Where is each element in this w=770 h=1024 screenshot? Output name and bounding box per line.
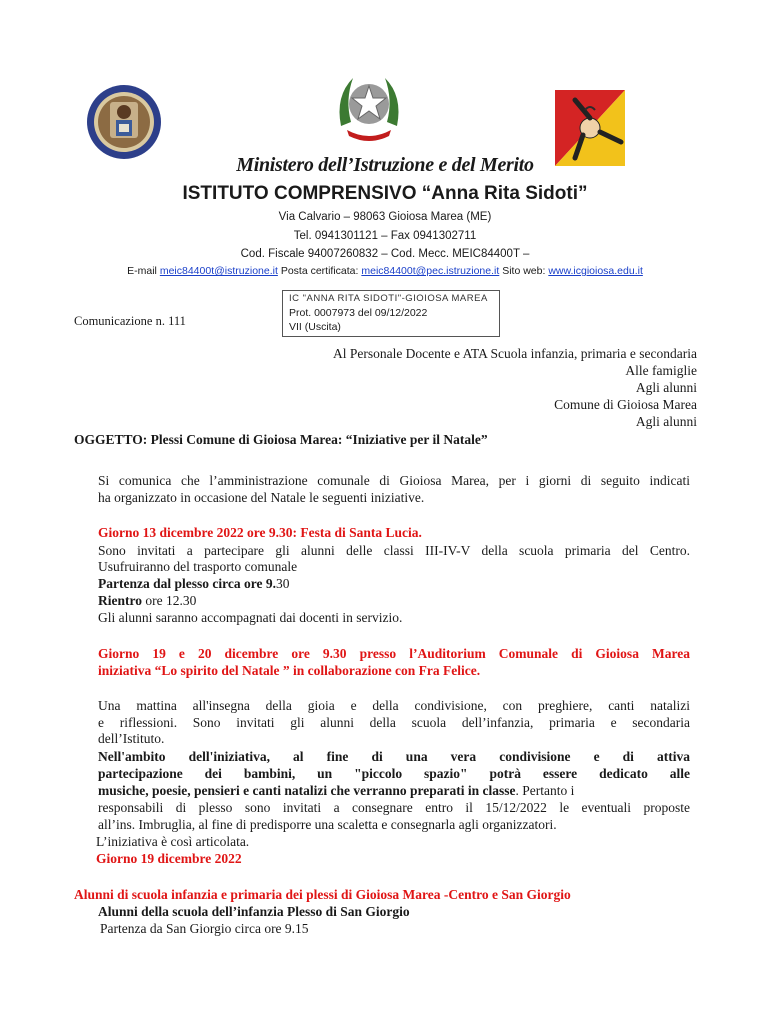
recipient-staff: Al Personale Docente e ATA Scuola infanzia, primaria e secondaria (332, 346, 697, 361)
protocol-stamp (282, 290, 500, 337)
pec-link[interactable]: meic84400t@pec.istruzione.it (361, 265, 500, 277)
event2-bold-3-text: musiche, poesie, pensieri e canti natalizi che verranno preparati in classe (98, 783, 516, 798)
website-link[interactable]: www.icgioiosa.edu.it (548, 265, 643, 277)
event1-invite-2: Usufruiranno del trasporto comunale (98, 559, 298, 574)
intro-line-2: ha organizzato in occasione del Natale le seguenti iniziative. (98, 490, 425, 505)
event2-bold-2: partecipazione dei bambini, un "piccolo spazio" potrà essere dedicato alle (98, 766, 690, 781)
event2-bold-3 (98, 783, 690, 800)
stamp-protocol: Prot. 0007973 del 09/12/2022 (289, 307, 428, 319)
event1-invite-1: Sono invitati a partecipare gli alunni delle classi III-IV-V della scuola primaria del Centro. (98, 543, 690, 558)
web-label: Sito web: (502, 265, 546, 277)
event2-desc-3: dell’Istituto. (98, 731, 165, 746)
recipient-students: Agli alunni (635, 380, 697, 395)
event1-return (98, 593, 690, 610)
event2-bold-1: Nell'ambito dell'iniziativa, al fine di una vera condivisione e di attiva (98, 749, 690, 764)
day-19-heading: Giorno 19 dicembre 2022 (96, 851, 242, 866)
event2-bold-3-tail: . Pertanto i (515, 783, 575, 798)
school-address: Via Calvario – 98063 Gioiosa Marea (ME) (278, 211, 492, 223)
event1-departure (98, 576, 690, 593)
event2-desc-2: e riflessioni. Sono invitati gli alunni della scuola dell’infanzia, primaria e secondaria (98, 715, 690, 730)
event1-return-tail: ore 12.30 (142, 593, 197, 608)
articulated-note: L’iniziativa è così articolata. (96, 834, 250, 849)
event2-desc-4: responsabili di plesso sono invitati a consegnare entro il 15/12/2022 le eventuali proposte (98, 800, 690, 815)
event2-desc-1: Una mattina all'insegna della gioia e della condivisione, con preghiere, canti natalizi (98, 698, 690, 713)
contacts-line (0, 265, 770, 277)
stamp-section: VII (Uscita) (289, 321, 341, 333)
school-name: ISTITUTO COMPRENSIVO “Anna Rita Sidoti” (182, 183, 588, 204)
stamp-institute: IC "ANNA RITA SIDOTI"-GIOIOSA MAREA (289, 293, 488, 304)
event1-title: Giorno 13 dicembre 2022 ore 9.30: Festa di Santa Lucia. (98, 525, 422, 540)
italian-republic-emblem (331, 66, 407, 146)
pec-label: Posta certificata: (280, 265, 359, 277)
event2-title-2: iniziativa “Lo spirito del Natale ” in collaborazione con Fra Felice. (98, 663, 481, 678)
email-label: E-mail (127, 265, 157, 277)
event1-return-bold: Rientro (98, 593, 142, 608)
event2-title-1: Giorno 19 e 20 dicembre ore 9.30 presso l’Auditorium Comunale di Gioiosa Marea (98, 646, 690, 661)
school-codes: Cod. Fiscale 94007260832 – Cod. Mecc. MEIC84400T – (240, 248, 530, 260)
email-link[interactable]: meic84400t@istruzione.it (159, 265, 278, 277)
event1-accompany: Gli alunni saranno accompagnati dai docenti in servizio. (98, 610, 403, 625)
recipient-students-2: Agli alunni (635, 414, 697, 429)
recipient-municipality: Comune di Gioiosa Marea (554, 397, 697, 412)
departure-san-giorgio: Partenza da San Giorgio circa ore 9.15 (100, 921, 309, 936)
school-logo (86, 84, 162, 160)
students-infanzia: Alunni della scuola dell’infanzia Plesso di San Giorgio (98, 904, 410, 919)
ministry-title: Ministero dell’Istruzione e del Merito (236, 154, 534, 176)
event1-departure-bold: Partenza dal plesso circa ore 9. (98, 576, 276, 591)
intro-line-1: Si comunica che l’amministrazione comunale di Gioiosa Marea, per i giorni di seguito indicati (98, 473, 690, 488)
subject-line: OGGETTO: Plessi Comune di Gioiosa Marea: “Iniziative per il Natale” (74, 432, 488, 447)
school-phone: Tel. 0941301121 – Fax 0941302711 (293, 230, 477, 242)
event2-desc-5: all’ins. Imbruglia, al fine di predisporre una scaletta e consegnarla agli organizzatori. (98, 817, 557, 832)
event1-departure-tail: 30 (275, 576, 290, 591)
recipient-families: Alle famiglie (625, 363, 697, 378)
communication-number: Comunicazione n. 111 (74, 314, 186, 328)
students-heading: Alunni di scuola infanzia e primaria dei plessi di Gioiosa Marea -Centro e San Giorgio (74, 887, 571, 902)
